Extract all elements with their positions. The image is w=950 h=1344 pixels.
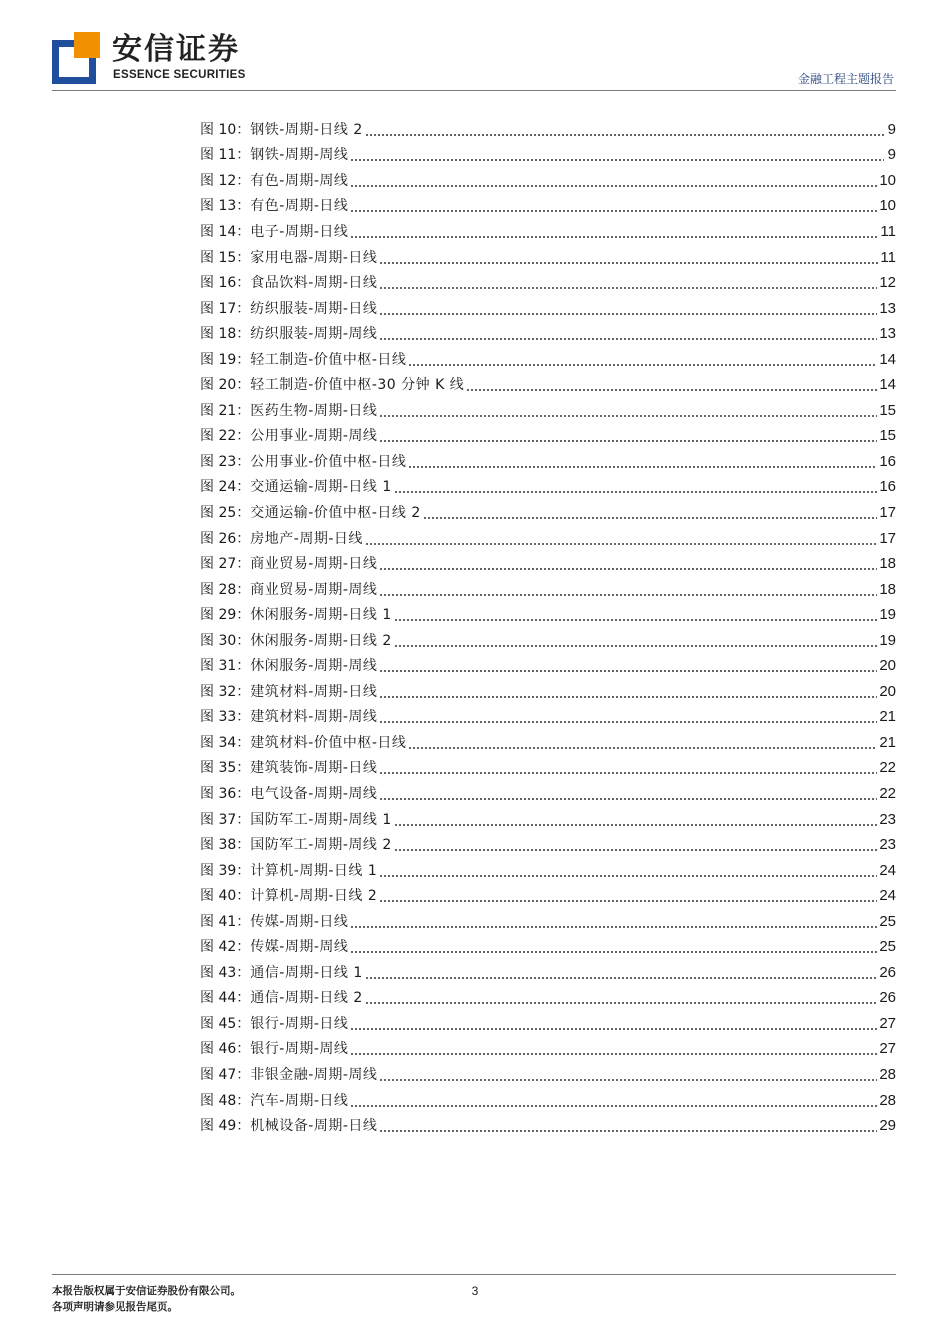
- toc-entry[interactable]: [200, 219, 896, 245]
- dot-leader: [379, 1129, 877, 1133]
- figure-number: 图 49：: [200, 1118, 251, 1135]
- toc-entry[interactable]: [200, 832, 896, 858]
- figure-number: 图 22：: [200, 428, 251, 445]
- figure-number: 图 33：: [200, 709, 251, 726]
- figure-title: 电气设备-周期-周线: [250, 785, 378, 802]
- toc-entry[interactable]: [200, 449, 896, 475]
- toc-entry[interactable]: [200, 756, 896, 782]
- figure-title: 有色-周期-日线: [250, 198, 349, 215]
- toc-entry[interactable]: [200, 168, 896, 194]
- figure-number: 图 15：: [200, 249, 251, 266]
- toc-page-number: 15: [879, 427, 896, 445]
- figure-title: 传媒-周期-周线: [250, 939, 349, 956]
- dot-leader: [394, 490, 878, 494]
- dot-leader: [365, 133, 884, 137]
- dot-leader: [365, 542, 877, 546]
- toc-entry[interactable]: [200, 270, 896, 296]
- page-number: 3: [471, 1284, 479, 1298]
- toc-entry[interactable]: [200, 194, 896, 220]
- toc-entry[interactable]: [200, 372, 896, 398]
- dot-leader: [379, 669, 877, 673]
- figure-title: 公用事业-价值中枢-日线: [250, 453, 407, 470]
- figure-title: 休闲服务-周期-周线: [250, 658, 378, 675]
- toc-entry[interactable]: [200, 1037, 896, 1063]
- toc-page-number: 20: [879, 657, 896, 675]
- figure-number: 图 27：: [200, 556, 251, 573]
- toc-entry[interactable]: [200, 986, 896, 1012]
- figure-number: 图 16：: [200, 275, 251, 292]
- page-header: [0, 0, 950, 92]
- figure-title: 建筑材料-价值中枢-日线: [250, 734, 407, 751]
- figure-number: 图 29：: [200, 607, 251, 624]
- toc-page-number: 16: [879, 452, 896, 470]
- toc-entry[interactable]: [200, 526, 896, 552]
- toc-page-number: 28: [879, 1091, 896, 1109]
- footer-disclaimer: [52, 1283, 241, 1315]
- figure-number: 图 17：: [200, 300, 251, 317]
- figure-number: 图 10：: [200, 121, 251, 138]
- figure-number: 图 34：: [200, 734, 251, 751]
- report-type-label: 金融工程主题报告: [797, 72, 894, 86]
- figure-number: 图 28：: [200, 581, 251, 598]
- figure-title: 计算机-周期-日线 2: [250, 888, 378, 905]
- dot-leader: [379, 695, 877, 699]
- figure-number: 图 37：: [200, 811, 251, 828]
- toc-entry[interactable]: [200, 960, 896, 986]
- header-divider: [52, 90, 896, 91]
- dot-leader: [379, 439, 877, 443]
- dot-leader: [408, 746, 877, 750]
- figure-title: 建筑装饰-周期-日线: [250, 760, 378, 777]
- figure-title: 汽车-周期-日线: [250, 1092, 349, 1109]
- figure-title: 钢铁-周期-日线 2: [250, 121, 363, 138]
- figure-title: 国防军工-周期-周线 1: [250, 811, 392, 828]
- company-name-en: ESSENCE SECURITIES: [113, 69, 246, 81]
- dot-leader: [350, 1027, 877, 1031]
- figure-number: 图 32：: [200, 683, 251, 700]
- toc-page-number: 25: [879, 912, 896, 930]
- toc-page-number: 12: [879, 274, 896, 292]
- figure-number: 图 11：: [200, 147, 251, 164]
- toc-entry[interactable]: [200, 602, 896, 628]
- figure-title: 房地产-周期-日线: [250, 530, 363, 547]
- toc-page-number: 21: [879, 708, 896, 726]
- toc-page-number: 18: [879, 555, 896, 573]
- figure-number: 图 46：: [200, 1041, 251, 1058]
- figure-title: 机械设备-周期-日线: [250, 1118, 378, 1135]
- toc-entry[interactable]: [200, 935, 896, 961]
- dot-leader: [365, 1001, 878, 1005]
- toc-entry[interactable]: [200, 730, 896, 756]
- figure-number: 图 41：: [200, 913, 251, 930]
- figure-title: 计算机-周期-日线 1: [250, 862, 378, 879]
- toc-page-number: 9: [887, 120, 896, 138]
- figure-number: 图 35：: [200, 760, 251, 777]
- toc-page-number: 23: [879, 836, 896, 854]
- dot-leader: [350, 950, 877, 954]
- figure-title: 家用电器-周期-日线: [250, 249, 378, 266]
- figure-title: 银行-周期-周线: [250, 1041, 349, 1058]
- toc-entry[interactable]: [200, 143, 896, 169]
- toc-entry[interactable]: [200, 245, 896, 271]
- toc-page-number: 11: [880, 248, 896, 266]
- toc-page-number: 17: [879, 529, 896, 547]
- dot-leader: [423, 516, 878, 520]
- toc-page-number: 21: [879, 733, 896, 751]
- figure-number: 图 36：: [200, 785, 251, 802]
- toc-page-number: 27: [879, 1014, 896, 1032]
- dot-leader: [365, 976, 878, 980]
- figure-number: 图 40：: [200, 888, 251, 905]
- dot-leader: [379, 593, 877, 597]
- toc-page-number: 15: [879, 401, 896, 419]
- figure-number: 图 23：: [200, 453, 251, 470]
- toc-entry[interactable]: [200, 679, 896, 705]
- dot-leader: [350, 1104, 877, 1108]
- dot-leader: [379, 567, 877, 571]
- dot-leader: [394, 848, 878, 852]
- dot-leader: [379, 286, 877, 290]
- figure-number: 图 26：: [200, 530, 251, 547]
- dot-leader: [394, 644, 878, 648]
- figure-title: 公用事业-周期-周线: [250, 428, 378, 445]
- figure-title: 商业贸易-周期-周线: [250, 581, 378, 598]
- toc-page-number: 19: [879, 606, 896, 624]
- dot-leader: [466, 388, 877, 392]
- toc-page-number: 22: [879, 759, 896, 777]
- toc-entry[interactable]: [200, 321, 896, 347]
- dot-leader: [379, 720, 877, 724]
- figure-title: 纺织服装-周期-日线: [250, 300, 378, 317]
- essence-logo-icon: [52, 32, 100, 84]
- toc-entry[interactable]: [200, 883, 896, 909]
- toc-entry[interactable]: [200, 117, 896, 143]
- figure-number: 图 24：: [200, 479, 251, 496]
- toc-page-number: 11: [880, 222, 896, 240]
- figure-number: 图 20：: [200, 377, 251, 394]
- toc-page-number: 13: [879, 299, 896, 317]
- figure-number: 图 44：: [200, 990, 251, 1007]
- figure-title: 商业贸易-周期-日线: [250, 556, 378, 573]
- toc-page-number: 20: [879, 682, 896, 700]
- toc-page-number: 26: [879, 963, 896, 981]
- figure-number: 图 30：: [200, 632, 251, 649]
- dot-leader: [379, 414, 877, 418]
- toc-page-number: 9: [887, 146, 896, 164]
- figure-number: 图 14：: [200, 223, 251, 240]
- dot-leader: [379, 1078, 877, 1082]
- disclaimer-notice: 各项声明请参见报告尾页。: [52, 1301, 178, 1313]
- toc-entry[interactable]: [200, 807, 896, 833]
- figure-number: 图 18：: [200, 326, 251, 343]
- figure-title: 通信-周期-日线 2: [250, 990, 363, 1007]
- figure-number: 图 48：: [200, 1092, 251, 1109]
- figure-title: 交通运输-价值中枢-日线 2: [250, 504, 421, 521]
- figure-index-list: [200, 117, 896, 1139]
- figure-title: 纺织服装-周期-周线: [250, 326, 378, 343]
- toc-entry[interactable]: [200, 858, 896, 884]
- toc-page-number: 27: [879, 1040, 896, 1058]
- toc-entry[interactable]: [200, 781, 896, 807]
- dot-leader: [379, 337, 877, 341]
- toc-page-number: 26: [879, 989, 896, 1007]
- figure-title: 银行-周期-日线: [250, 1015, 349, 1032]
- figure-title: 通信-周期-日线 1: [250, 964, 363, 981]
- toc-page-number: 23: [879, 810, 896, 828]
- dot-leader: [350, 184, 877, 188]
- figure-title: 非银金融-周期-周线: [250, 1067, 378, 1083]
- figure-title: 建筑材料-周期-日线: [250, 683, 378, 700]
- toc-entry[interactable]: [200, 1011, 896, 1037]
- toc-page-number: 18: [879, 580, 896, 598]
- toc-entry[interactable]: [200, 500, 896, 526]
- footer-divider: [52, 1274, 896, 1275]
- figure-number: 图 45：: [200, 1015, 251, 1032]
- figure-title: 建筑材料-周期-周线: [250, 709, 378, 726]
- figure-title: 食品饮料-周期-日线: [250, 275, 378, 292]
- figure-number: 图 12：: [200, 172, 251, 189]
- dot-leader: [379, 771, 877, 775]
- dot-leader: [350, 1052, 877, 1056]
- figure-number: 图 31：: [200, 658, 251, 675]
- figure-number: 图 39：: [200, 862, 251, 879]
- figure-number: 图 47：: [200, 1067, 251, 1083]
- dot-leader: [408, 363, 877, 367]
- figure-number: 图 19：: [200, 351, 251, 368]
- figure-number: 图 42：: [200, 939, 251, 956]
- toc-entry[interactable]: [200, 398, 896, 424]
- dot-leader: [379, 261, 878, 265]
- dot-leader: [379, 899, 877, 903]
- toc-page-number: 16: [879, 478, 896, 496]
- toc-entry[interactable]: [200, 1088, 896, 1114]
- toc-page-number: 17: [879, 503, 896, 521]
- figure-title: 医药生物-周期-日线: [250, 402, 378, 419]
- figure-number: 图 13：: [200, 198, 251, 215]
- dot-leader: [379, 312, 877, 316]
- figure-title: 轻工制造-价值中枢-日线: [250, 351, 407, 368]
- toc-page-number: 25: [879, 938, 896, 956]
- toc-page-number: 19: [879, 631, 896, 649]
- figure-title: 轻工制造-价值中枢-30 分钟 K 线: [250, 377, 465, 394]
- toc-entry[interactable]: [200, 653, 896, 679]
- dot-leader: [394, 823, 878, 827]
- dot-leader: [350, 925, 877, 929]
- dot-leader: [379, 874, 877, 878]
- figure-number: 图 21：: [200, 402, 251, 419]
- toc-entry[interactable]: [200, 551, 896, 577]
- figure-title: 国防军工-周期-周线 2: [250, 837, 392, 854]
- figure-number: 图 25：: [200, 504, 251, 521]
- toc-entry[interactable]: [200, 296, 896, 322]
- toc-entry[interactable]: [200, 1062, 896, 1088]
- dot-leader: [350, 235, 878, 239]
- toc-entry[interactable]: [200, 628, 896, 654]
- toc-page-number: 24: [879, 861, 896, 879]
- figure-title: 休闲服务-周期-日线 1: [250, 607, 392, 624]
- toc-entry[interactable]: [200, 347, 896, 373]
- figure-number: 图 38：: [200, 837, 251, 854]
- dot-leader: [408, 465, 877, 469]
- toc-entry[interactable]: [200, 705, 896, 731]
- dot-leader: [350, 209, 877, 213]
- toc-page-number: 24: [879, 887, 896, 905]
- copyright-notice: 本报告版权属于安信证券股份有限公司。: [52, 1285, 241, 1297]
- toc-page-number: 29: [879, 1117, 896, 1135]
- toc-entry[interactable]: [200, 909, 896, 935]
- toc-page-number: 28: [879, 1066, 896, 1083]
- figure-title: 有色-周期-周线: [250, 172, 349, 189]
- figure-title: 传媒-周期-日线: [250, 913, 349, 930]
- toc-page-number: 14: [879, 376, 896, 394]
- toc-entry[interactable]: [200, 1113, 896, 1139]
- toc-entry[interactable]: [200, 577, 896, 603]
- figure-title: 钢铁-周期-周线: [250, 147, 349, 164]
- toc-page-number: 10: [879, 171, 896, 189]
- dot-leader: [350, 158, 884, 162]
- toc-page-number: 14: [879, 350, 896, 368]
- dot-leader: [394, 618, 878, 622]
- toc-page-number: 22: [879, 784, 896, 802]
- toc-entry[interactable]: [200, 424, 896, 450]
- figure-number: 图 43：: [200, 964, 251, 981]
- dot-leader: [379, 797, 877, 801]
- company-name-cn: 安信证券: [112, 32, 240, 67]
- figure-title: 休闲服务-周期-日线 2: [250, 632, 392, 649]
- toc-page-number: 10: [879, 197, 896, 215]
- toc-page-number: 13: [879, 325, 896, 343]
- toc-entry[interactable]: [200, 475, 896, 501]
- figure-title: 交通运输-周期-日线 1: [250, 479, 392, 496]
- figure-title: 电子-周期-日线: [250, 223, 349, 240]
